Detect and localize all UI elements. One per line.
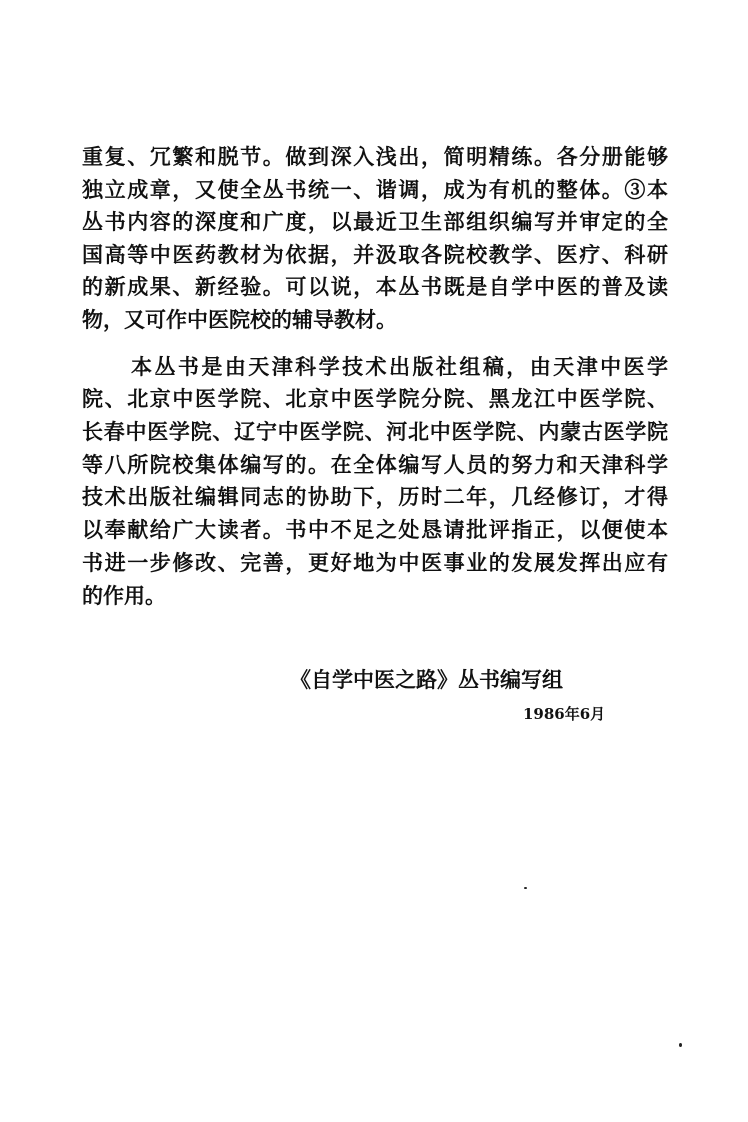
scan-speck bbox=[679, 1043, 682, 1047]
scan-speck bbox=[524, 887, 527, 889]
text-line: 以奉献给广大读者。书中不足之处恳请批评指正，以便使本 bbox=[82, 517, 668, 542]
text-line: 独立成章，又使全丛书统一、谐调，成为有机的整体。③本 bbox=[82, 177, 668, 202]
text-line: 物，又可作中医院校的辅导教材。 bbox=[82, 307, 397, 332]
text-line: 院、北京中医学院、北京中医学院分院、黑龙江中医学院、 bbox=[82, 386, 668, 411]
text-line: 书进一步修改、完善，更好地为中医事业的发展发挥出应有 bbox=[82, 550, 668, 575]
text-line: 的新成果、新经验。可以说，本丛书既是自学中医的普及读 bbox=[82, 274, 668, 299]
date: 1986年6月 bbox=[523, 705, 606, 723]
text-line: 的作用。 bbox=[82, 583, 166, 608]
text-line: 等八所院校集体编写的。在全体编写人员的努力和天津科学 bbox=[82, 452, 668, 477]
signature: 《自学中医之路》丛书编写组 bbox=[290, 667, 563, 692]
text-line: 国高等中医药教材为依据，并汲取各院校教学、医疗、科研 bbox=[82, 242, 668, 267]
text-line: 丛书内容的深度和广度，以最近卫生部组织编写并审定的全 bbox=[82, 209, 668, 234]
text-line: 长春中医学院、辽宁中医学院、河北中医学院、内蒙古医学院 bbox=[82, 419, 668, 444]
text-line: 本丛书是由天津科学技术出版社组稿，由天津中医学 bbox=[131, 354, 668, 379]
text-line: 重复、冗繁和脱节。做到深入浅出，简明精练。各分册能够 bbox=[82, 144, 668, 169]
text-line: 技术出版社编辑同志的协助下，历时二年，几经修订，才得 bbox=[82, 484, 668, 509]
